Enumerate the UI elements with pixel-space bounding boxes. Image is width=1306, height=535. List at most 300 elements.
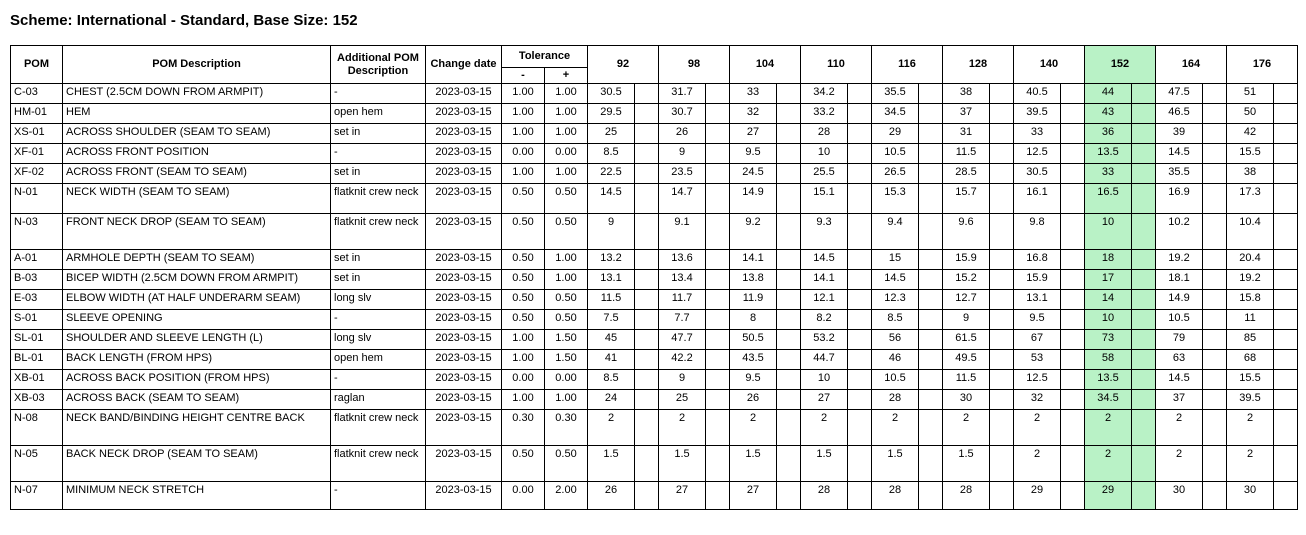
size-extra-cell-176 [1274,164,1298,184]
size-value-cell-92: 1.5 [588,446,635,482]
size-value-cell-164: 14.9 [1156,290,1203,310]
pom-cell: XB-01 [11,370,63,390]
size-extra-cell-140 [1061,350,1085,370]
tolerance-minus-cell: 0.50 [502,270,545,290]
size-extra-cell-92 [635,250,659,270]
pom-cell: XB-03 [11,390,63,410]
size-extra-cell-110 [848,350,872,370]
size-extra-cell-92 [635,310,659,330]
additional-pom-description-cell: flatknit crew neck [331,446,426,482]
size-extra-cell-98 [706,446,730,482]
size-value-cell-176: 17.3 [1227,184,1274,214]
size-extra-cell-92 [635,482,659,510]
change-date-cell: 2023-03-15 [426,330,502,350]
table-row-N-08 [11,410,1298,446]
change-date-cell: 2023-03-15 [426,350,502,370]
size-extra-cell-140 [1061,84,1085,104]
tolerance-plus-cell: 1.50 [545,350,588,370]
size-value-cell-128: 30 [943,390,990,410]
size-value-cell-116: 12.3 [872,290,919,310]
tolerance-plus-cell: 1.00 [545,390,588,410]
tolerance-minus-cell: 0.00 [502,482,545,510]
size-extra-cell-110 [848,104,872,124]
size-value-cell-116: 14.5 [872,270,919,290]
table-row-XS-01 [11,124,1298,144]
size-value-cell-92: 2 [588,410,635,446]
size-extra-cell-116 [919,370,943,390]
size-value-cell-110: 44.7 [801,350,848,370]
size-extra-cell-116 [919,184,943,214]
tolerance-minus-cell: 1.00 [502,104,545,124]
size-extra-cell-164 [1203,184,1227,214]
pom-cell: SL-01 [11,330,63,350]
table-row-E-03 [11,290,1298,310]
size-extra-cell-110 [848,290,872,310]
size-value-cell-98: 25 [659,390,706,410]
size-extra-cell-104 [777,184,801,214]
size-extra-cell-110 [848,482,872,510]
size-extra-cell-176 [1274,310,1298,330]
size-value-cell-98: 2 [659,410,706,446]
size-value-cell-128: 2 [943,410,990,446]
size-value-cell-164: 10.5 [1156,310,1203,330]
size-extra-cell-92 [635,410,659,446]
table-row-XB-01 [11,370,1298,390]
size-extra-cell-176 [1274,390,1298,410]
size-extra-cell-92 [635,270,659,290]
size-extra-cell-152 [1132,250,1156,270]
size-value-cell-164: 37 [1156,390,1203,410]
tolerance-plus-cell: 1.00 [545,164,588,184]
size-extra-cell-116 [919,330,943,350]
size-value-cell-116: 10.5 [872,370,919,390]
size-extra-cell-98 [706,124,730,144]
size-extra-cell-116 [919,390,943,410]
table-row-XB-03 [11,390,1298,410]
size-value-cell-140: 2 [1014,446,1061,482]
size-extra-cell-176 [1274,104,1298,124]
size-value-cell-140: 53 [1014,350,1061,370]
size-extra-cell-110 [848,370,872,390]
size-value-cell-98: 30.7 [659,104,706,124]
size-extra-cell-116 [919,124,943,144]
size-extra-cell-98 [706,330,730,350]
table-row-N-01 [11,184,1298,214]
table-row-XF-02 [11,164,1298,184]
size-extra-cell-128 [990,290,1014,310]
pom-cell: N-01 [11,184,63,214]
size-extra-cell-176 [1274,270,1298,290]
tolerance-minus-cell: 1.00 [502,390,545,410]
tolerance-minus-cell: 1.00 [502,124,545,144]
size-value-cell-152: 16.5 [1085,184,1132,214]
size-column-header-116: 116 [872,46,943,84]
size-extra-cell-110 [848,124,872,144]
size-value-cell-104: 27 [730,482,777,510]
size-extra-cell-164 [1203,124,1227,144]
size-extra-cell-140 [1061,184,1085,214]
size-extra-cell-98 [706,184,730,214]
size-extra-cell-92 [635,124,659,144]
size-value-cell-128: 31 [943,124,990,144]
pom-cell: N-03 [11,214,63,250]
size-column-header-152: 152 [1085,46,1156,84]
size-extra-cell-104 [777,104,801,124]
table-row-S-01 [11,310,1298,330]
size-value-cell-110: 14.5 [801,250,848,270]
size-extra-cell-104 [777,144,801,164]
size-value-cell-140: 9.5 [1014,310,1061,330]
additional-pom-description-cell: - [331,84,426,104]
size-extra-cell-164 [1203,84,1227,104]
size-extra-cell-164 [1203,330,1227,350]
pom-description-cell: ACROSS SHOULDER (SEAM TO SEAM) [63,124,331,144]
change-date-column-header: Change date [426,46,502,84]
size-value-cell-110: 34.2 [801,84,848,104]
size-extra-cell-98 [706,144,730,164]
size-extra-cell-140 [1061,446,1085,482]
size-extra-cell-92 [635,144,659,164]
size-extra-cell-116 [919,250,943,270]
size-value-cell-152: 73 [1085,330,1132,350]
size-value-cell-152: 34.5 [1085,390,1132,410]
change-date-cell: 2023-03-15 [426,84,502,104]
size-value-cell-152: 2 [1085,410,1132,446]
size-extra-cell-92 [635,446,659,482]
size-extra-cell-152 [1132,104,1156,124]
size-extra-cell-104 [777,124,801,144]
size-extra-cell-116 [919,214,943,250]
table-row-XF-01 [11,144,1298,164]
size-value-cell-116: 28 [872,482,919,510]
size-value-cell-140: 40.5 [1014,84,1061,104]
tolerance-plus-cell: 0.50 [545,214,588,250]
size-value-cell-140: 39.5 [1014,104,1061,124]
scheme-title: Scheme: International - Standard, Base Size: 152 [10,12,358,29]
pom-description-cell: ACROSS FRONT POSITION [63,144,331,164]
size-extra-cell-116 [919,164,943,184]
size-extra-cell-98 [706,164,730,184]
size-value-cell-104: 9.5 [730,370,777,390]
additional-pom-description-cell: set in [331,124,426,144]
size-value-cell-92: 9 [588,214,635,250]
pom-cell: A-01 [11,250,63,270]
pom-cell: C-03 [11,84,63,104]
size-extra-cell-140 [1061,270,1085,290]
size-value-cell-152: 18 [1085,250,1132,270]
size-value-cell-140: 13.1 [1014,290,1061,310]
size-value-cell-152: 36 [1085,124,1132,144]
size-extra-cell-152 [1132,164,1156,184]
size-value-cell-140: 2 [1014,410,1061,446]
size-extra-cell-176 [1274,214,1298,250]
size-extra-cell-110 [848,310,872,330]
size-value-cell-92: 8.5 [588,370,635,390]
tolerance-plus-cell: 0.50 [545,184,588,214]
size-extra-cell-140 [1061,124,1085,144]
pom-description-cell: HEM [63,104,331,124]
size-extra-cell-152 [1132,446,1156,482]
change-date-cell: 2023-03-15 [426,290,502,310]
size-extra-cell-128 [990,390,1014,410]
change-date-cell: 2023-03-15 [426,164,502,184]
size-value-cell-176: 42 [1227,124,1274,144]
size-value-cell-152: 13.5 [1085,370,1132,390]
size-value-cell-92: 7.5 [588,310,635,330]
size-value-cell-110: 27 [801,390,848,410]
pom-description-cell: SHOULDER AND SLEEVE LENGTH (L) [63,330,331,350]
size-extra-cell-152 [1132,410,1156,446]
additional-pom-description-cell: - [331,370,426,390]
additional-pom-description-cell: long slv [331,330,426,350]
pom-description-column-header: POM Description [63,46,331,84]
size-extra-cell-116 [919,310,943,330]
size-value-cell-128: 9 [943,310,990,330]
size-value-cell-176: 10.4 [1227,214,1274,250]
tolerance-plus-cell: 0.50 [545,290,588,310]
size-value-cell-104: 8 [730,310,777,330]
size-value-cell-92: 45 [588,330,635,350]
size-extra-cell-92 [635,290,659,310]
size-extra-cell-128 [990,410,1014,446]
size-value-cell-92: 22.5 [588,164,635,184]
size-value-cell-176: 20.4 [1227,250,1274,270]
size-value-cell-128: 9.6 [943,214,990,250]
size-extra-cell-98 [706,350,730,370]
size-extra-cell-176 [1274,330,1298,350]
size-extra-cell-140 [1061,144,1085,164]
size-extra-cell-116 [919,144,943,164]
size-value-cell-110: 8.2 [801,310,848,330]
size-extra-cell-176 [1274,482,1298,510]
size-extra-cell-116 [919,104,943,124]
table-row-B-03 [11,270,1298,290]
size-value-cell-116: 1.5 [872,446,919,482]
size-extra-cell-98 [706,370,730,390]
pom-column-header: POM [11,46,63,84]
size-value-cell-176: 11 [1227,310,1274,330]
size-value-cell-110: 28 [801,482,848,510]
size-extra-cell-110 [848,214,872,250]
additional-pom-description-cell: open hem [331,350,426,370]
size-column-header-140: 140 [1014,46,1085,84]
additional-pom-description-column-header: Additional POM Description [331,46,426,84]
size-extra-cell-140 [1061,104,1085,124]
pom-cell: E-03 [11,290,63,310]
size-extra-cell-92 [635,84,659,104]
size-extra-cell-116 [919,84,943,104]
size-value-cell-98: 11.7 [659,290,706,310]
size-extra-cell-104 [777,290,801,310]
size-extra-cell-152 [1132,290,1156,310]
size-value-cell-164: 10.2 [1156,214,1203,250]
change-date-cell: 2023-03-15 [426,390,502,410]
change-date-cell: 2023-03-15 [426,446,502,482]
size-value-cell-116: 29 [872,124,919,144]
pom-description-cell: NECK WIDTH (SEAM TO SEAM) [63,184,331,214]
size-extra-cell-128 [990,144,1014,164]
size-value-cell-98: 7.7 [659,310,706,330]
table-body [11,84,1298,510]
size-value-cell-104: 14.9 [730,184,777,214]
additional-pom-description-cell: set in [331,270,426,290]
size-extra-cell-176 [1274,84,1298,104]
size-value-cell-128: 37 [943,104,990,124]
additional-pom-description-cell: raglan [331,390,426,410]
size-value-cell-92: 41 [588,350,635,370]
size-extra-cell-140 [1061,482,1085,510]
size-value-cell-176: 15.8 [1227,290,1274,310]
size-extra-cell-92 [635,214,659,250]
size-extra-cell-104 [777,330,801,350]
size-extra-cell-164 [1203,270,1227,290]
size-extra-cell-176 [1274,290,1298,310]
size-value-cell-128: 28.5 [943,164,990,184]
tolerance-minus-cell: 0.00 [502,144,545,164]
size-value-cell-110: 15.1 [801,184,848,214]
tolerance-plus-cell: 1.00 [545,250,588,270]
size-extra-cell-164 [1203,104,1227,124]
size-extra-cell-152 [1132,84,1156,104]
change-date-cell: 2023-03-15 [426,310,502,330]
size-value-cell-110: 1.5 [801,446,848,482]
size-extra-cell-104 [777,250,801,270]
size-value-cell-152: 43 [1085,104,1132,124]
size-extra-cell-152 [1132,310,1156,330]
tolerance-plus-cell: 0.30 [545,410,588,446]
tolerance-minus-cell: 0.50 [502,250,545,270]
size-extra-cell-152 [1132,270,1156,290]
size-value-cell-176: 51 [1227,84,1274,104]
tolerance-column-header: Tolerance [502,46,588,68]
size-extra-cell-152 [1132,350,1156,370]
size-extra-cell-128 [990,330,1014,350]
size-value-cell-140: 16.8 [1014,250,1061,270]
size-value-cell-152: 10 [1085,214,1132,250]
size-extra-cell-110 [848,144,872,164]
change-date-cell: 2023-03-15 [426,104,502,124]
tolerance-plus-cell: 1.00 [545,104,588,124]
size-value-cell-92: 29.5 [588,104,635,124]
size-value-cell-140: 12.5 [1014,370,1061,390]
tolerance-plus-cell: 0.00 [545,370,588,390]
size-extra-cell-98 [706,310,730,330]
size-value-cell-98: 14.7 [659,184,706,214]
size-value-cell-164: 2 [1156,446,1203,482]
size-value-cell-104: 9.2 [730,214,777,250]
size-extra-cell-104 [777,84,801,104]
size-extra-cell-152 [1132,214,1156,250]
size-value-cell-110: 14.1 [801,270,848,290]
size-value-cell-116: 28 [872,390,919,410]
size-extra-cell-140 [1061,390,1085,410]
size-extra-cell-92 [635,104,659,124]
size-extra-cell-164 [1203,250,1227,270]
size-value-cell-98: 1.5 [659,446,706,482]
size-extra-cell-104 [777,482,801,510]
size-value-cell-92: 11.5 [588,290,635,310]
size-extra-cell-104 [777,350,801,370]
size-value-cell-92: 8.5 [588,144,635,164]
pom-cell: N-07 [11,482,63,510]
size-extra-cell-176 [1274,350,1298,370]
size-extra-cell-104 [777,446,801,482]
size-extra-cell-116 [919,350,943,370]
size-extra-cell-98 [706,410,730,446]
size-extra-cell-152 [1132,482,1156,510]
header-row-1 [11,46,1298,68]
size-value-cell-176: 15.5 [1227,370,1274,390]
size-value-cell-164: 35.5 [1156,164,1203,184]
tolerance-minus-cell: 0.50 [502,290,545,310]
tolerance-plus-cell: 1.00 [545,124,588,144]
size-value-cell-92: 14.5 [588,184,635,214]
size-extra-cell-164 [1203,390,1227,410]
change-date-cell: 2023-03-15 [426,270,502,290]
pom-description-cell: ARMHOLE DEPTH (SEAM TO SEAM) [63,250,331,270]
size-extra-cell-104 [777,310,801,330]
size-extra-cell-104 [777,410,801,446]
size-extra-cell-164 [1203,446,1227,482]
size-value-cell-98: 31.7 [659,84,706,104]
size-value-cell-140: 67 [1014,330,1061,350]
size-value-cell-104: 24.5 [730,164,777,184]
size-column-header-110: 110 [801,46,872,84]
size-value-cell-176: 30 [1227,482,1274,510]
size-extra-cell-116 [919,482,943,510]
pom-description-cell: BACK NECK DROP (SEAM TO SEAM) [63,446,331,482]
size-value-cell-128: 11.5 [943,370,990,390]
size-value-cell-152: 2 [1085,446,1132,482]
size-value-cell-128: 11.5 [943,144,990,164]
size-value-cell-110: 2 [801,410,848,446]
size-value-cell-140: 9.8 [1014,214,1061,250]
additional-pom-description-cell: - [331,482,426,510]
size-extra-cell-110 [848,250,872,270]
pom-description-cell: ACROSS BACK (SEAM TO SEAM) [63,390,331,410]
size-value-cell-116: 9.4 [872,214,919,250]
size-extra-cell-104 [777,214,801,250]
size-extra-cell-98 [706,84,730,104]
size-value-cell-104: 33 [730,84,777,104]
size-value-cell-110: 12.1 [801,290,848,310]
size-value-cell-164: 47.5 [1156,84,1203,104]
size-extra-cell-164 [1203,144,1227,164]
size-value-cell-116: 10.5 [872,144,919,164]
size-value-cell-98: 13.4 [659,270,706,290]
size-extra-cell-110 [848,446,872,482]
size-value-cell-92: 13.1 [588,270,635,290]
additional-pom-description-cell: - [331,310,426,330]
tolerance-plus-cell: 1.50 [545,330,588,350]
change-date-cell: 2023-03-15 [426,370,502,390]
size-value-cell-128: 15.9 [943,250,990,270]
size-value-cell-140: 30.5 [1014,164,1061,184]
tolerance-minus-cell: 1.00 [502,330,545,350]
size-value-cell-116: 8.5 [872,310,919,330]
size-value-cell-164: 39 [1156,124,1203,144]
size-value-cell-98: 23.5 [659,164,706,184]
size-extra-cell-104 [777,370,801,390]
size-value-cell-104: 11.9 [730,290,777,310]
size-extra-cell-110 [848,410,872,446]
size-extra-cell-176 [1274,446,1298,482]
change-date-cell: 2023-03-15 [426,144,502,164]
table-row-A-01 [11,250,1298,270]
additional-pom-description-cell: - [331,144,426,164]
size-column-header-164: 164 [1156,46,1227,84]
size-value-cell-164: 14.5 [1156,144,1203,164]
